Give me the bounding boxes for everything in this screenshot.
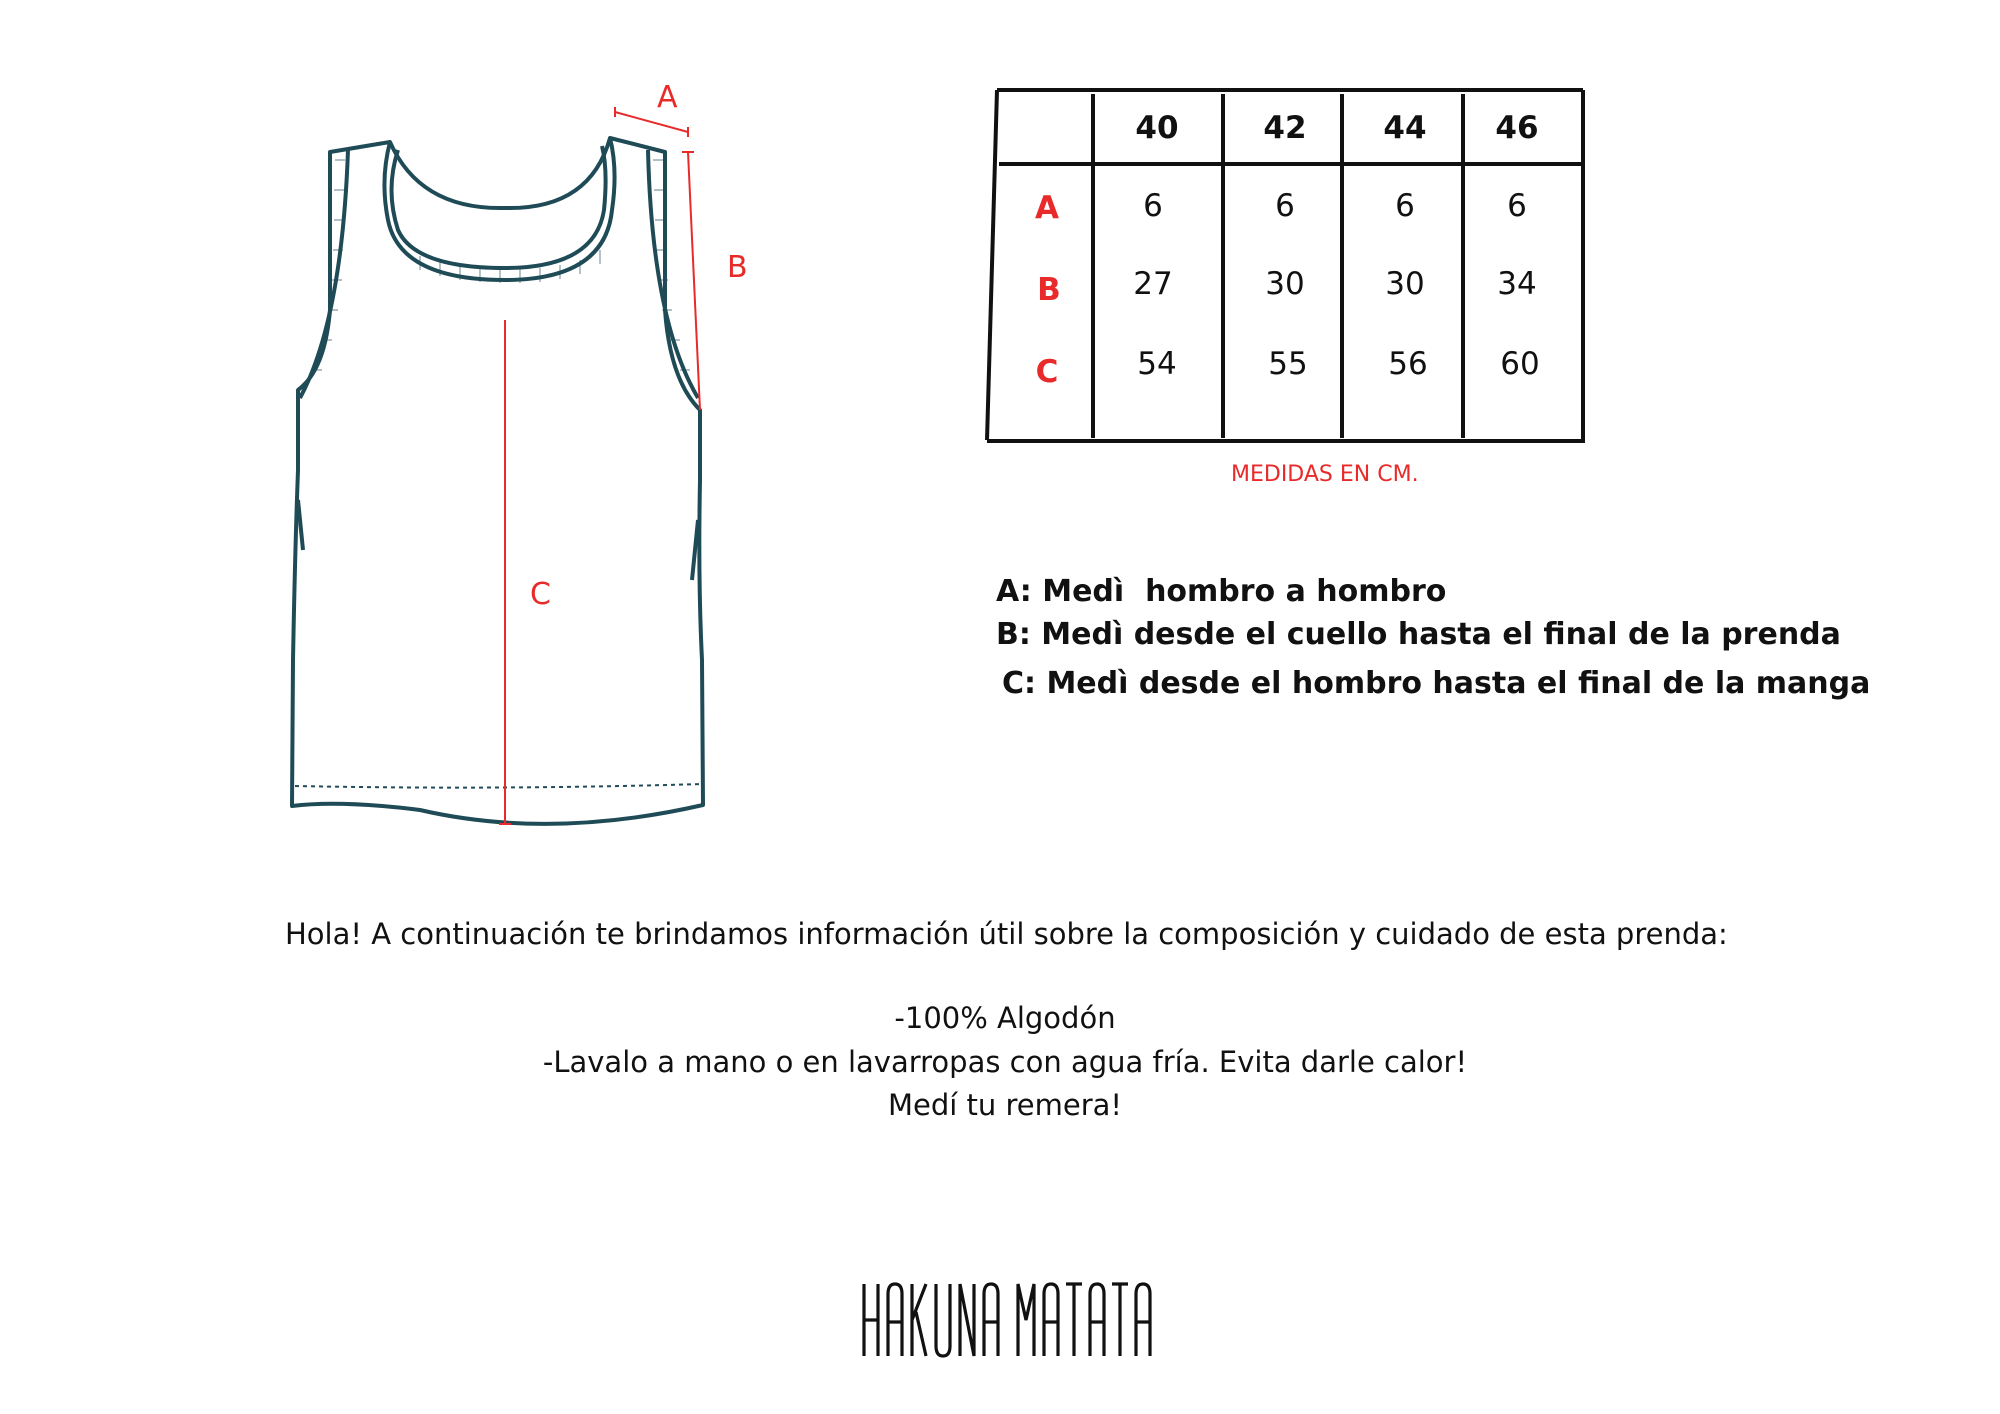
row-label-a: A — [1035, 190, 1059, 226]
label-a: A — [657, 80, 678, 115]
washing-line: -Lavalo a mano o en lavarropas con agua fría. Evita darle calor! — [542, 1045, 1468, 1079]
hem-stitch — [295, 784, 702, 788]
legend-b: B: Medì desde el cuello hasta el final de la prenda — [996, 617, 1841, 652]
care-intro: Hola! A continuación te brindamos información útil sobre la composición y cuidado de esta prenda: — [285, 917, 1728, 951]
table-cell: 27 — [1133, 266, 1173, 302]
table-cell: 34 — [1497, 266, 1537, 302]
composition-line: -100% Algodón — [894, 1001, 1116, 1035]
tank-top-diagram — [270, 80, 750, 840]
units-note: MEDIDAS EN CM. — [1231, 462, 1419, 487]
table-cell: 55 — [1268, 346, 1308, 382]
label-b: B — [727, 250, 748, 285]
garment-outline — [292, 138, 703, 824]
table-cell: 6 — [1275, 188, 1295, 224]
label-c: C — [530, 577, 551, 612]
table-cell: 60 — [1500, 346, 1540, 382]
measurement-lines — [499, 107, 700, 824]
legend-a: A: Medì hombro a hombro — [996, 574, 1447, 609]
column-header-40: 40 — [1135, 110, 1179, 146]
column-header-46: 46 — [1495, 110, 1539, 146]
table-cell: 6 — [1395, 188, 1415, 224]
left-armhole-trim — [300, 150, 348, 398]
measure-a-line — [615, 112, 688, 132]
column-header-44: 44 — [1383, 110, 1427, 146]
legend-c: C: Medì desde el hombro hasta el final de la manga — [1002, 666, 1871, 701]
table-cell: 30 — [1265, 266, 1305, 302]
table-cell: 6 — [1507, 188, 1527, 224]
brand-logo — [860, 1280, 1160, 1360]
column-header-42: 42 — [1263, 110, 1307, 146]
table-cell: 56 — [1388, 346, 1428, 382]
size-table — [985, 88, 1585, 445]
row-label-b: B — [1037, 272, 1061, 308]
table-cell: 30 — [1385, 266, 1425, 302]
measure-line: Medí tu remera! — [887, 1088, 1123, 1122]
table-cell: 6 — [1143, 188, 1163, 224]
measure-b-line — [688, 152, 700, 410]
rib-texture — [312, 160, 690, 370]
row-label-c: C — [1035, 354, 1059, 390]
table-cell: 54 — [1137, 346, 1177, 382]
